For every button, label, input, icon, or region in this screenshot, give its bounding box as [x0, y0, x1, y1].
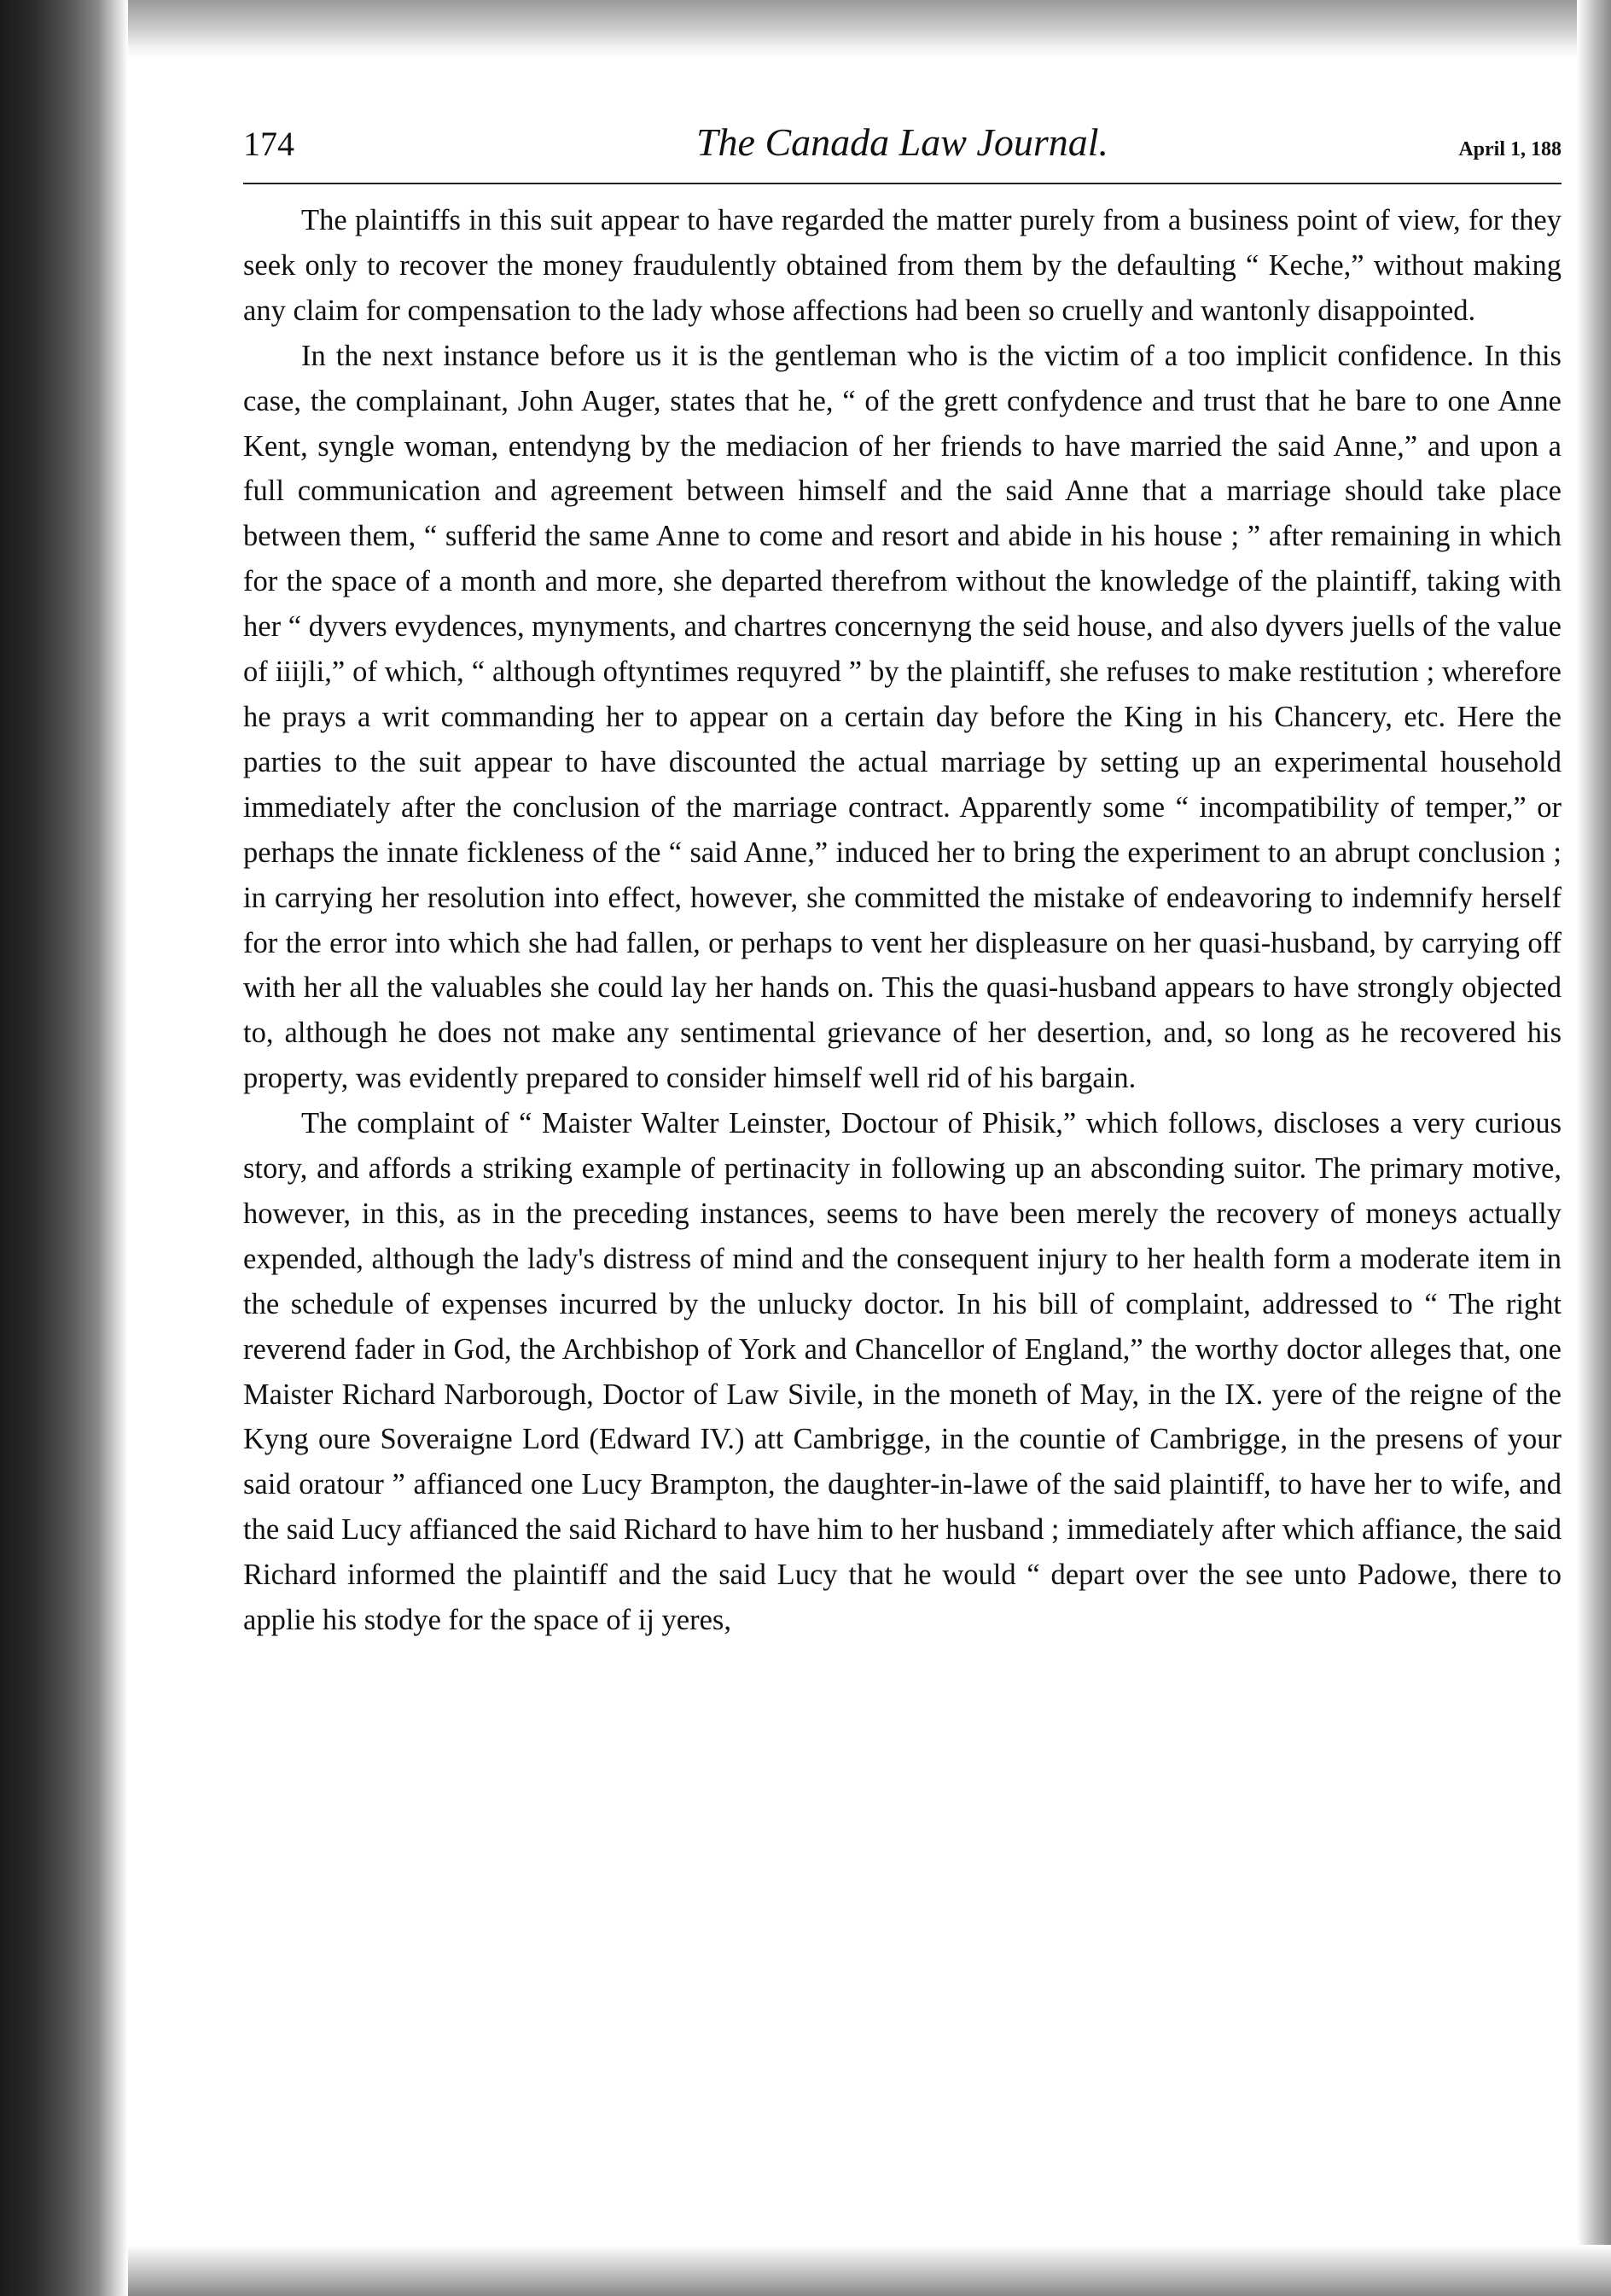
paragraph-auger-case: In the next instance before us it is the gentleman who is the victim of a too implicit confidence. In this case, the complainant, John Auger, states that he, “ of the grett confydence and trust that he bare to one Anne Kent, syngle woman, entendyng by the mediacion of her friends to have married the said Anne,” and upon a full communication and agreement between himself and the said Anne that a marriage should take place between them, “ sufferid the same Anne to come and resort and abide in his house ; ” after remaining in which for the space of a month and more, she departed therefrom without the knowledge of the plaintiff, taking with her “ dyvers evydences, mynyments, and chartres concernyng the seid house, and also dyvers juells of the value of iiijli,” of which, “ although oftyntimes requyred ” by the plaintiff, she refuses to make restitution ; wherefore he prays a writ commanding her to appear on a certain day before the King in his Chancery, etc. Here the parties to the suit appear to have discounted the actual marriage by setting up an experimental household immediately after the conclusion of the marriage contract. Apparently some “ incompatibility of temper,” or perhaps the innate fickleness of the “ said Anne,” induced her to bring the experiment to an abrupt conclusion ; in carrying her resolution into effect, however, she committed the mistake of endeavoring to indemnify herself for the error into which she had fallen, or perhaps to vent her displeasure on her quasi-husband, by carrying off with her all the valuables she could lay her hands on. This the quasi-husband appears to have strongly objected to, although he does not make any sentimental grievance of her desertion, and, so long as he recovered his property, was evidently prepared to consider himself well rid of his bargain. [243, 339, 1562, 1095]
issue-date: April 1, 188 [1458, 138, 1562, 160]
scan-shadow-right [1577, 0, 1611, 2296]
journal-page [243, 119, 1562, 1643]
journal-title: The Canada Law Journal. [695, 120, 1109, 164]
paragraph-plaintiffs: The plaintiffs in this suit appear to have regarded the matter purely from a business point of view, for they seek only to recover the money fraudulently obtained from them by the defaulting “ Keche,” without making any claim for compensation to the lady whose affections had been so cruelly and wantonly disappointed. [243, 204, 1562, 327]
header-rule [243, 183, 1562, 184]
scan-shadow-left [0, 0, 128, 2296]
page-number: 174 [243, 125, 294, 163]
scan-shadow-top [128, 0, 1611, 60]
scan-shadow-bottom [128, 2245, 1611, 2296]
running-header [243, 119, 1562, 174]
paragraph-leinster-complaint: The complaint of “ Maister Walter Leinster, Doctour of Phisik,” which follows, discloses a very curious story, and affords a striking example of pertinacity in following up an absconding suitor. The primary motive, however, in this, as in the preceding instances, seems to have been merely the recovery of moneys actually expended, although the lady's distress of mind and the consequent injury to her health form a moderate item in the schedule of expenses incurred by the unlucky doctor. In his bill of complaint, addressed to “ The right reverend fader in God, the Archbishop of York and Chancellor of England,” the worthy doctor alleges that, one Maister Richard Narborough, Doctor of Law Sivile, in the moneth of May, in the IX. yere of the reigne of the Kyng oure Soveraigne Lord (Edward IV.) att Cambrigge, in the countie of Cambrigge, in the presens of your said oratour ” affianced one Lucy Brampton, the daughter-in-lawe of the said plaintiff, to have her to wife, and the said Lucy affianced the said Richard to have him to her husband ; immediately after which affiance, the said Richard informed the plaintiff and the said Lucy that he would “ depart over the see unto Padowe, there to applie his stodye for the space of ij yeres, [243, 1107, 1562, 1637]
